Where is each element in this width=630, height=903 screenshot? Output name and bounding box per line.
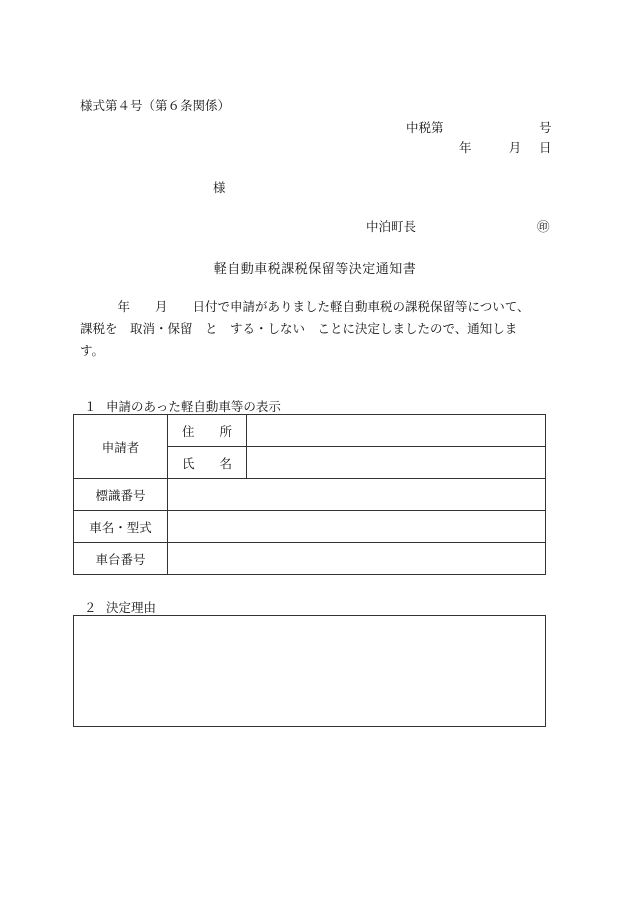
chassis-number-label: 車台番号 — [74, 543, 168, 575]
section-2-number: ２ — [84, 600, 97, 615]
section-1-title: 申請のあった軽自動車等の表示 — [106, 399, 281, 414]
vehicle-table — [73, 414, 546, 575]
body-line-1: 年 月 日付で申請がありました軽自動車税の課税保留等について、 — [80, 299, 530, 314]
vehicle-model-label: 車名・型式 — [74, 511, 168, 543]
notice-body — [80, 296, 560, 362]
section-2-heading — [84, 598, 156, 616]
section-1-number: １ — [84, 399, 97, 414]
document-number-suffix: 号 — [539, 120, 552, 135]
issue-date — [459, 138, 551, 156]
plate-number-value[interactable] — [168, 479, 546, 511]
section-1-heading — [84, 397, 281, 415]
decision-reason-box[interactable] — [73, 615, 546, 727]
vehicle-model-value[interactable] — [168, 511, 546, 543]
section-2-title: 決定理由 — [106, 600, 157, 615]
form-number: 様式第４号（第６条関係） — [80, 98, 231, 113]
seal-mark: ㊞ — [537, 219, 550, 234]
plate-number-label: 標識番号 — [74, 479, 168, 511]
name-value[interactable] — [247, 447, 546, 479]
address-label: 住 所 — [168, 415, 247, 447]
name-label: 氏 名 — [168, 447, 247, 479]
body-line-3: す。 — [80, 343, 105, 358]
applicant-label: 申請者 — [74, 415, 168, 479]
address-value[interactable] — [247, 415, 546, 447]
body-line-2: 課税を 取消・保留 と する・しない ことに決定しましたので、通知しま — [80, 321, 518, 336]
date-day: 日 — [539, 140, 552, 155]
addressee-suffix: 様 — [213, 180, 226, 195]
document-title: 軽自動車税課税保留等決定通知書 — [213, 262, 417, 277]
date-month: 月 — [508, 140, 522, 155]
chassis-number-value[interactable] — [168, 543, 546, 575]
date-year: 年 — [459, 140, 472, 155]
issuer-title: 中泊町長 — [366, 219, 417, 234]
document-number-label: 中税第 — [406, 120, 444, 135]
